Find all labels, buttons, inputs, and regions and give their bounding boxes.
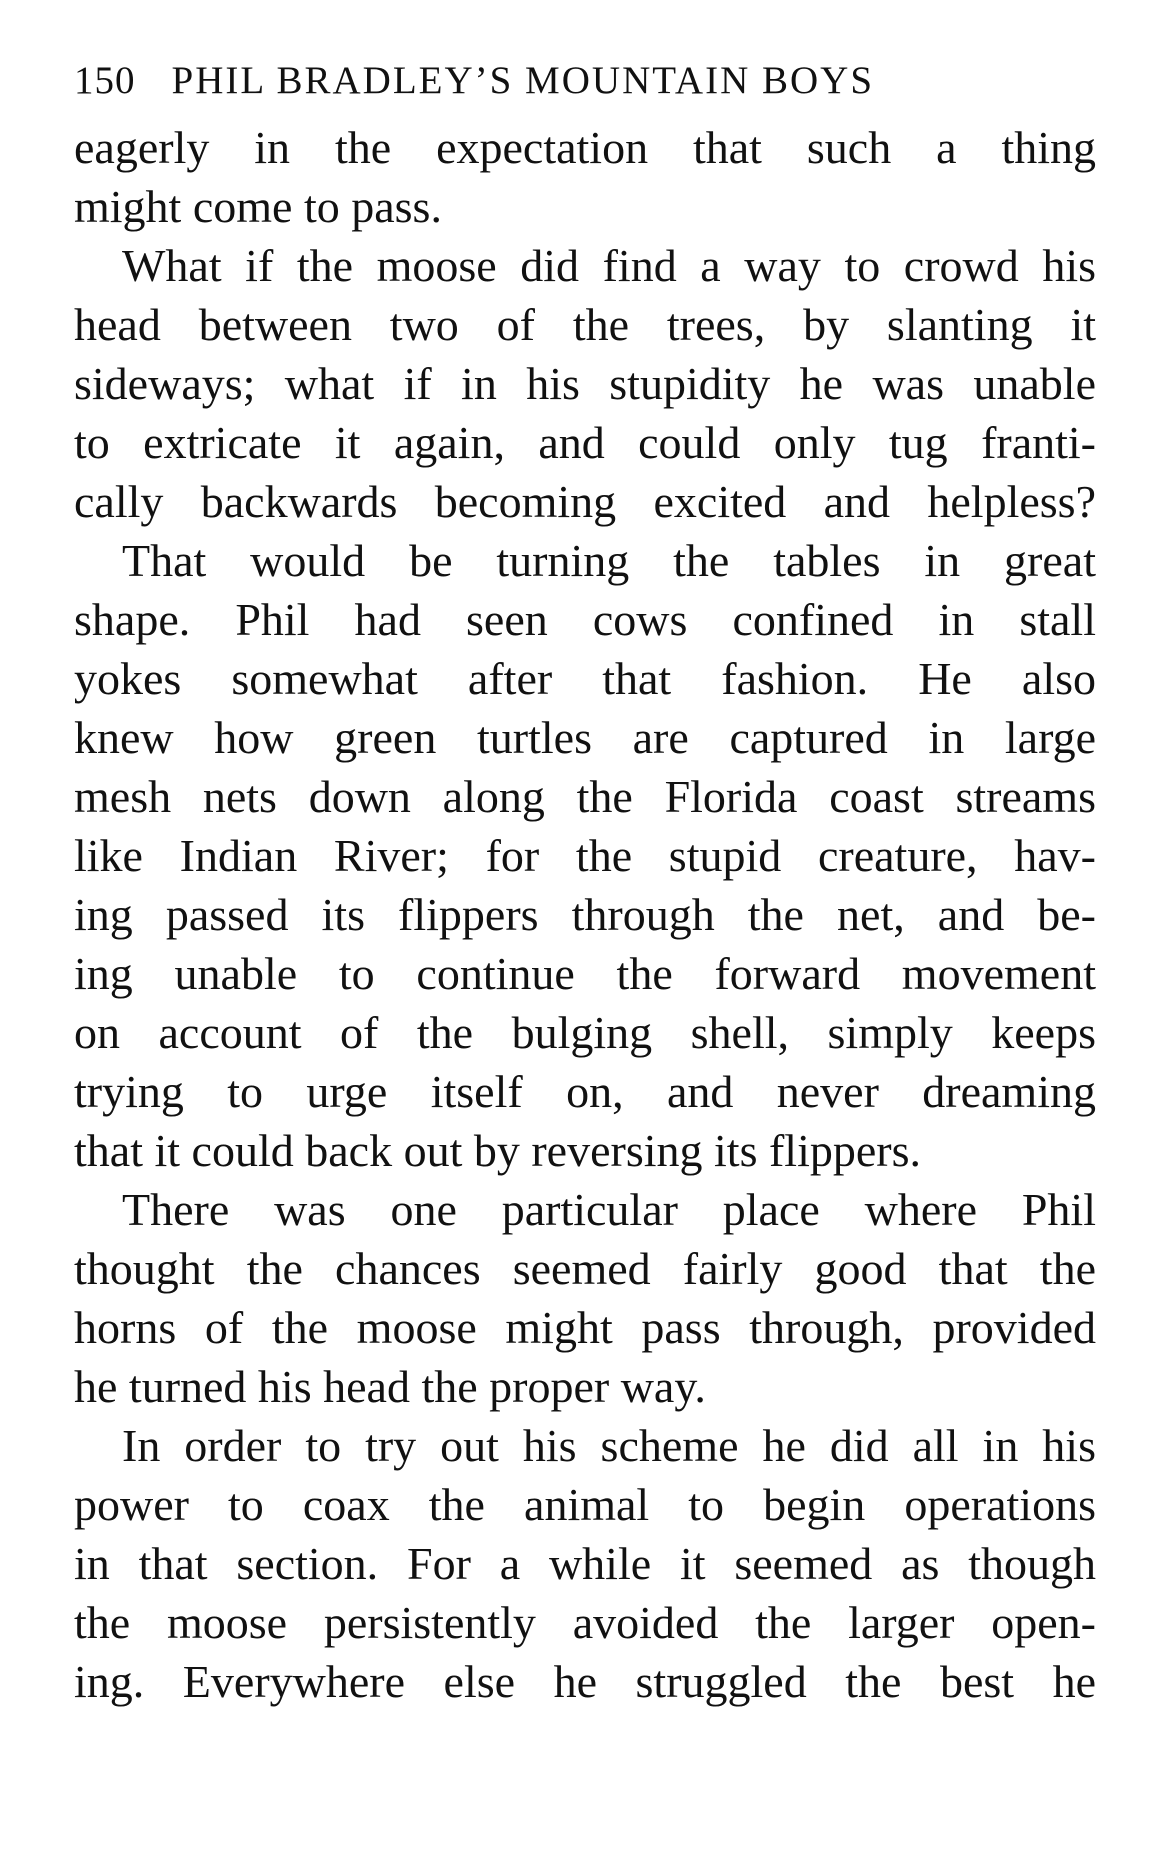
text-line: head between two of the trees, by slanting it [74,299,1096,350]
text-line: in that section. For a while it seemed as though [74,1538,1096,1589]
page-number: 150 [74,59,136,102]
text-line: eagerly in the expectation that such a thing [74,122,1096,173]
text-line: the moose persistently avoided the larger open- [74,1597,1096,1648]
text-line: cally backwards becoming excited and helpless? [74,476,1096,527]
text-line: thought the chances seemed fairly good that the [74,1243,1096,1294]
text-line: mesh nets down along the Florida coast streams [74,771,1096,822]
text-line: trying to urge itself on, and never dreaming [74,1066,1096,1117]
text-line: power to coax the animal to begin operations [74,1479,1096,1530]
text-line: What if the moose did find a way to crowd his [122,240,1096,291]
text-line: that it could back out by reversing its flippers. [74,1125,921,1176]
text-line: There was one particular place where Phil [122,1184,1096,1235]
text-line: In order to try out his scheme he did all in his [122,1420,1096,1471]
text-line: ing. Everywhere else he struggled the best he [74,1656,1096,1707]
text-line: knew how green turtles are captured in large [74,712,1096,763]
book-page [74,50,1096,1711]
running-title: PHIL BRADLEY’S MOUNTAIN BOYS [171,59,875,102]
text-line: he turned his head the proper way. [74,1361,706,1412]
text-line: on account of the bulging shell, simply keeps [74,1007,1096,1058]
text-line: to extricate it again, and could only tug franti- [74,417,1096,468]
running-head [74,50,1096,112]
text-line: That would be turning the tables in great [122,535,1096,586]
text-line: might come to pass. [74,181,442,232]
body-text [74,118,1096,1711]
text-line: yokes somewhat after that fashion. He also [74,653,1096,704]
text-line: sideways; what if in his stupidity he was unable [74,358,1096,409]
text-line: ing passed its flippers through the net, and be- [74,889,1096,940]
text-line: ing unable to continue the forward movement [74,948,1096,999]
text-line: like Indian River; for the stupid creature, hav- [74,830,1096,881]
text-line: shape. Phil had seen cows confined in stall [74,594,1096,645]
text-line: horns of the moose might pass through, provided [74,1302,1096,1353]
